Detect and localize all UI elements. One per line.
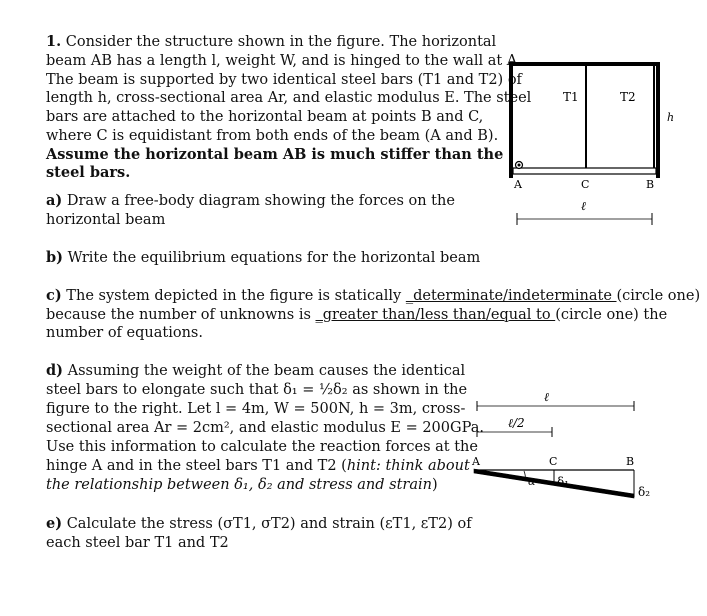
label-t1: T1 (563, 90, 579, 104)
question-1-text-line-4: length h, cross-sectional area Ar, and elastic modulus E. The steel (46, 90, 532, 106)
unknowns-comparison-choice: _greater than/less than/equal to (315, 307, 556, 323)
part-b-label: b) (46, 249, 63, 266)
part-a-label: a) (46, 192, 63, 209)
question-number: 1. (46, 33, 62, 50)
label-alpha: α (528, 475, 536, 488)
label-length-2: ℓ (544, 390, 549, 404)
part-c-line-1: c) The system depicted in the figure is statically _determinate/indeterminate (circle one) (46, 287, 701, 304)
part-e-line-2: each steel bar T1 and T2 (46, 535, 229, 551)
label-h: h (667, 111, 675, 124)
part-c-label: c) (46, 287, 62, 304)
part-d-line-7: the relationship between δ₁, δ₂ and stress and strain) (46, 477, 438, 493)
label-half-length: ℓ/2 (508, 416, 525, 430)
part-c-line-3: number of equations. (46, 325, 203, 341)
label-b-2: B (626, 455, 635, 468)
question-1-text-line-5: bars are attached to the horizontal beam at points B and C, (46, 109, 484, 125)
label-length: ℓ (581, 199, 586, 213)
part-a-line-2: horizontal beam (46, 212, 166, 228)
part-c-line-2: because the number of unknowns is _greater than/less than/equal to (circle one) the (46, 307, 668, 323)
determinacy-choice: _determinate/indeterminate (405, 288, 617, 304)
part-d-line-5: Use this information to calculate the reaction forces at the (46, 439, 478, 455)
question-1-text-line-1: 1. Consider the structure shown in the figure. The horizontal (46, 33, 497, 50)
part-d-line-4: sectional area Ar = 2cm², and elastic modulus E = 200GPa. (46, 420, 484, 436)
label-t2: T2 (620, 90, 636, 104)
question-1-text-line-3: The beam is supported by two identical steel bars (T1 and T2) of (46, 72, 522, 88)
label-delta2: δ₂ (638, 485, 651, 499)
part-d-line-6: hinge A and in the steel bars T1 and T2 (hint: think about (46, 458, 470, 474)
part-e-line-1: e) Calculate the stress (σT1, σT2) and strain (εT1, εT2) of (46, 515, 472, 532)
label-delta1: δ₁ (557, 475, 570, 489)
label-a-2: A (472, 455, 480, 468)
part-b-line: b) Write the equilibrium equations for the horizontal beam (46, 249, 481, 266)
label-b: B (646, 178, 655, 191)
label-c-2: C (549, 455, 558, 468)
part-e-label: e) (46, 515, 63, 532)
part-d-line-1: d) Assuming the weight of the beam causes the identical (46, 362, 466, 379)
assumption-line-2: steel bars. (46, 164, 131, 181)
label-a: A (514, 178, 522, 191)
question-1-text-line-2: beam AB has a length l, weight W, and is hinged to the wall at A. (46, 53, 522, 69)
part-d-line-2: steel bars to elongate such that δ₁ = ½δ₂ as shown in the (46, 382, 468, 398)
assumption-line-1: Assume the horizontal beam AB is much stiffer than the (46, 146, 504, 163)
part-d-label: d) (46, 362, 63, 379)
part-a-line-1: a) Draw a free-body diagram showing the forces on the (46, 192, 455, 209)
question-1-text-line-6: where C is equidistant from both ends of the beam (A and B). (46, 128, 499, 144)
label-c: C (581, 178, 590, 191)
part-d-line-3: figure to the right. Let l = 4m, W = 500N, h = 3m, cross- (46, 401, 466, 417)
